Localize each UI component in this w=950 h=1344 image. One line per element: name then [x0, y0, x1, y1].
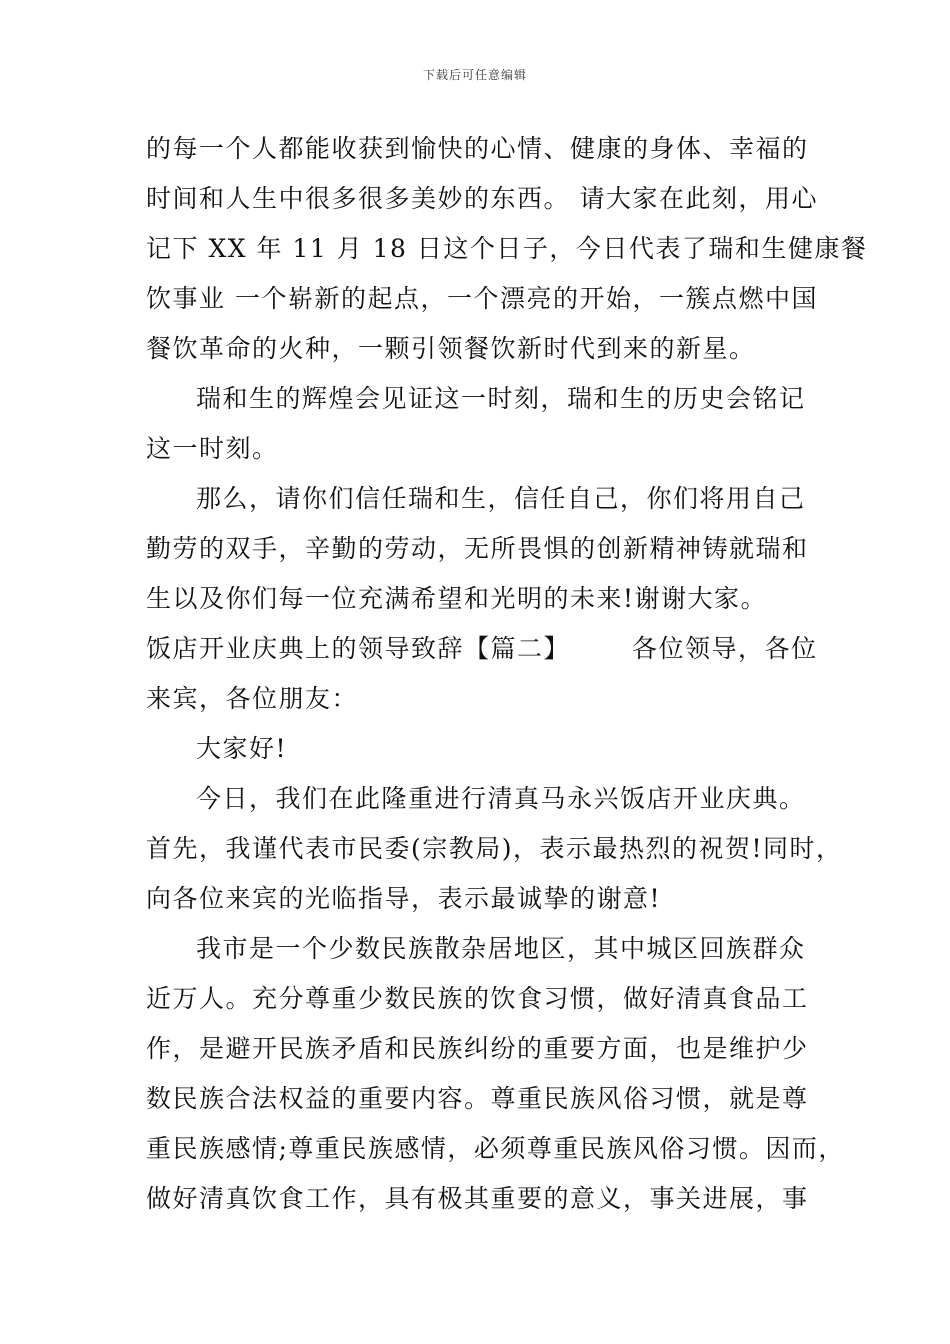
text-line: 餐饮革命的火种，一颗引领餐饮新时代到来的新星。	[146, 334, 756, 363]
text-line: 我市是一个少数民族散杂居地区，其中城区回族群众	[196, 934, 806, 963]
header-note: 下载后可任意编辑	[422, 68, 527, 82]
text-line: 今日，我们在此隆重进行清真马永兴饭店开业庆典。	[196, 784, 806, 813]
text-line: 记下 XX 年 11 月 18 日这个日子，今日代表了瑞和生健康餐	[146, 234, 868, 263]
text-line: 近万人。充分尊重少数民族的饮食习惯，做好清真食品工	[146, 984, 809, 1013]
salutation-start: 各位领导，各位	[632, 634, 818, 663]
text-line: 这一时刻。	[146, 434, 279, 463]
text-line: 向各位来宾的光临指导，表示最诚挚的谢意!	[146, 884, 662, 913]
text-line: 的每一个人都能收获到愉快的心情、健康的身体、幸福的	[146, 134, 809, 163]
text-line: 生以及你们每一位充满希望和光明的未来!谢谢大家。	[146, 584, 768, 613]
document-body	[146, 124, 868, 1224]
text-line: 重民族感情;尊重民族感情，必须尊重民族风俗习惯。因而，	[146, 1134, 845, 1163]
text-line: 瑞和生的辉煌会见证这一时刻，瑞和生的历史会铭记	[196, 384, 806, 413]
text-line: 作，是避开民族矛盾和民族纠纷的重要方面，也是维护少	[146, 1034, 809, 1063]
section-heading: 饭店开业庆典上的领导致辞【篇二】	[146, 634, 571, 663]
text-line: 勤劳的双手，辛勤的劳动，无所畏惧的创新精神铸就瑞和	[146, 534, 809, 563]
text-line: 做好清真饮食工作，具有极其重要的意义，事关进展，事	[146, 1184, 809, 1213]
text-line: 来宾，各位朋友：	[146, 684, 359, 713]
text-line: 数民族合法权益的重要内容。尊重民族风俗习惯，就是尊	[146, 1084, 809, 1113]
text-line: 饮事业 一个崭新的起点，一个漂亮的开始，一簇点燃中国	[146, 284, 818, 313]
text-line: 那么，请你们信任瑞和生，信任自己，你们将用自己	[196, 484, 806, 513]
greeting-line: 大家好!	[196, 734, 288, 763]
section-heading-line	[146, 624, 816, 674]
text-line: 首先，我谨代表市民委(宗教局)，表示最热烈的祝贺!同时，	[146, 834, 843, 863]
text-line: 时间和人生中很多很多美妙的东西。 请大家在此刻，用心	[146, 184, 818, 213]
